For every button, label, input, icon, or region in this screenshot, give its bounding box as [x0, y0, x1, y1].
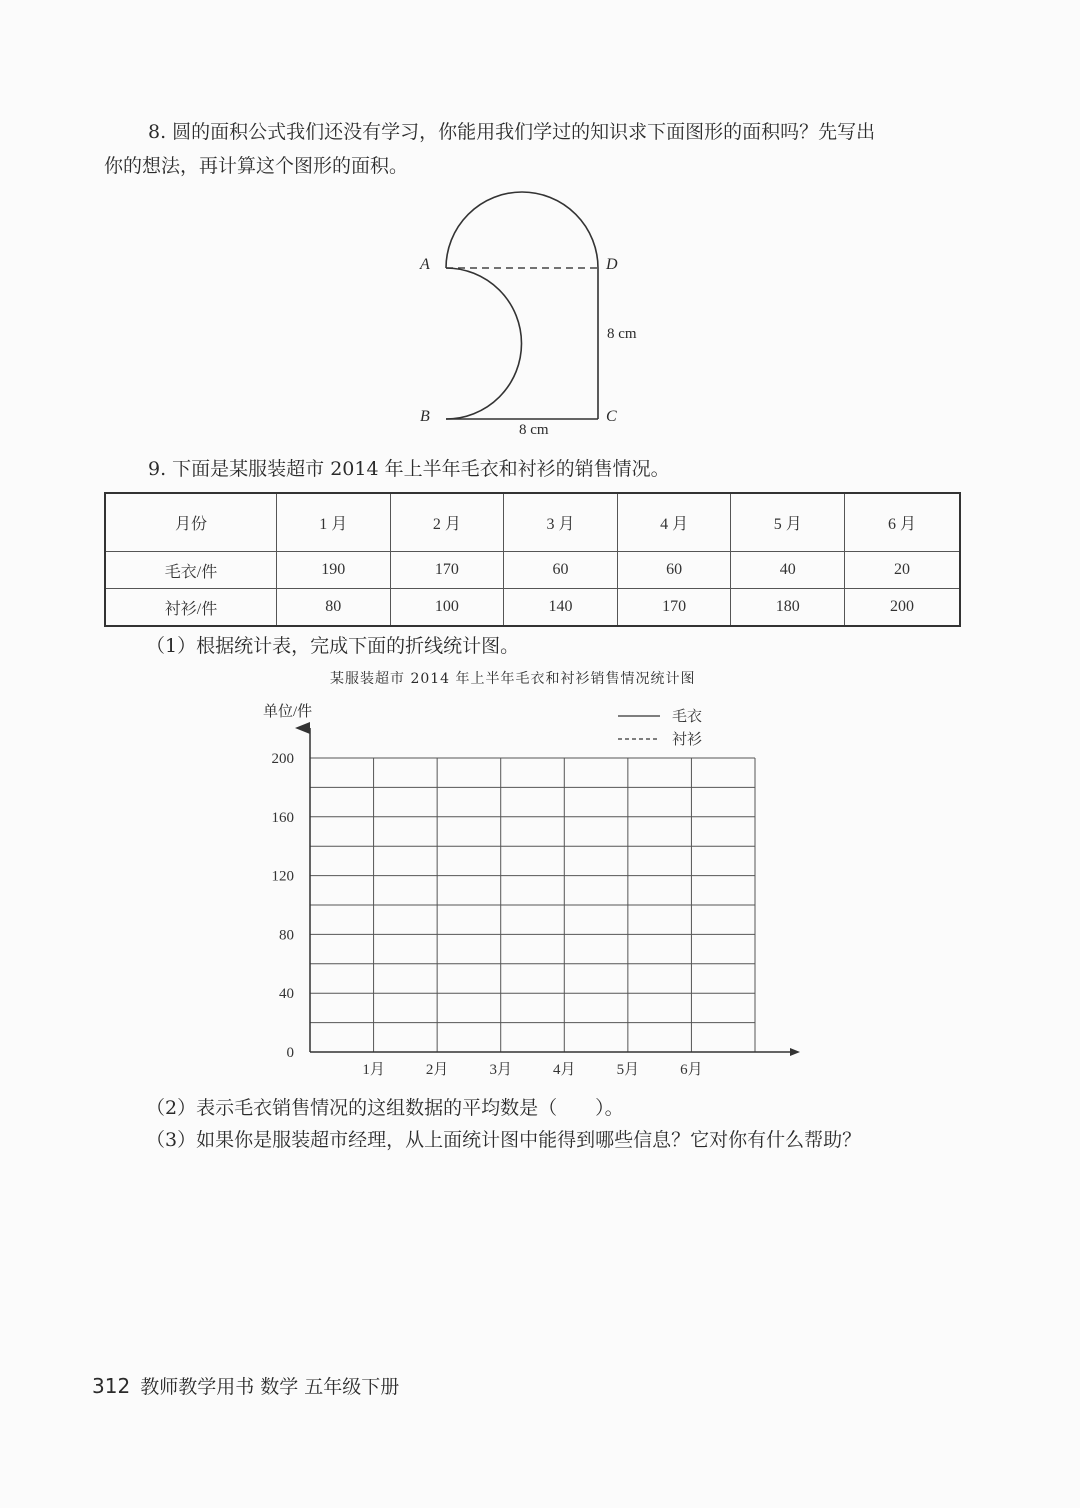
page-number: 312: [92, 1374, 131, 1398]
q9-sub1: （1）根据统计表，完成下面的折线统计图。: [146, 635, 520, 657]
table-header-cell: 1 月: [277, 493, 391, 552]
table-cell: 170: [390, 552, 504, 589]
row-label: 毛衣/件: [105, 552, 277, 589]
table-header-cell: 月份: [105, 493, 277, 552]
y-tick-label: 40: [279, 986, 294, 1003]
x-tick-label: 1月: [362, 1062, 385, 1078]
chart-legend: [618, 707, 702, 748]
top-semicircle: [446, 192, 598, 268]
q8-line1: 8. 圆的面积公式我们还没有学习，你能用我们学过的知识求下面图形的面积吗？先写出: [148, 121, 876, 143]
page-footer: [92, 1372, 399, 1399]
table-cell: 190: [277, 552, 391, 589]
axes: [310, 728, 800, 1056]
left-semicircle: [446, 268, 522, 419]
table-cell: 170: [617, 589, 731, 627]
label-a: A: [420, 256, 430, 273]
table-cell: 200: [845, 589, 960, 627]
table-row-sweaters: [105, 552, 960, 589]
y-tick-label: 0: [286, 1045, 294, 1061]
dim-vertical: 8 cm: [607, 326, 637, 342]
x-tick-label: 2月: [425, 1062, 449, 1078]
table-cell: 180: [731, 589, 845, 627]
y-tick-label: 80: [279, 927, 294, 944]
q9-intro: 9. 下面是某服装超市 2014 年上半年毛衣和衬衫的销售情况。: [148, 458, 670, 480]
table-cell: 140: [504, 589, 618, 627]
x-tick-label: 6月: [680, 1062, 703, 1078]
composite-shape-figure: [400, 185, 660, 450]
table-cell: 60: [504, 552, 618, 589]
legend-label: 衬衫: [672, 730, 703, 748]
table-header-cell: 6 月: [845, 493, 960, 552]
y-tick-label: 200: [271, 751, 294, 767]
label-c: C: [606, 408, 617, 425]
q8-line2: 你的想法，再计算这个图形的面积。: [104, 155, 409, 177]
table-cell: 40: [731, 552, 845, 589]
row-label: 衬衫/件: [105, 589, 277, 627]
table-header-cell: 4 月: [617, 493, 731, 552]
table-header-cell: 2 月: [390, 493, 504, 552]
table-cell: 100: [390, 589, 504, 627]
table-cell: 80: [277, 589, 391, 627]
sales-table: [104, 492, 961, 627]
q9-sub2: （2）表示毛衣销售情况的这组数据的平均数是（ ）。: [146, 1097, 624, 1119]
table-header-cell: 3 月: [504, 493, 618, 552]
x-tick-label: 3月: [489, 1062, 512, 1078]
table-cell: 60: [617, 552, 731, 589]
label-d: D: [606, 256, 618, 273]
dim-horizontal: 8 cm: [519, 422, 549, 438]
label-b: B: [420, 408, 430, 425]
q9-sub3: （3）如果你是服装超市经理，从上面统计图中能得到哪些信息？它对你有什么帮助？: [146, 1129, 862, 1151]
table-header-cell: 5 月: [731, 493, 845, 552]
tick-labels: [272, 751, 703, 1078]
y-tick-label: 120: [271, 868, 294, 885]
table-header-row: [105, 493, 960, 552]
book-title: 教师教学用书 数学 五年级下册: [140, 1376, 400, 1398]
x-tick-label: 5月: [616, 1062, 640, 1078]
table-row-shirts: [105, 589, 960, 627]
y-tick-label: 160: [271, 809, 294, 826]
y-axis-label: 单位/件: [263, 704, 313, 720]
x-tick-label: 4月: [553, 1062, 576, 1078]
legend-label: 毛衣: [672, 707, 703, 725]
chart-title: 某服装超市 2014 年上半年毛衣和衬衫销售情况统计图: [330, 671, 696, 687]
table-cell: 20: [845, 552, 960, 589]
x-axis-arrow: [790, 1048, 800, 1056]
grid-lines: [310, 758, 755, 1052]
